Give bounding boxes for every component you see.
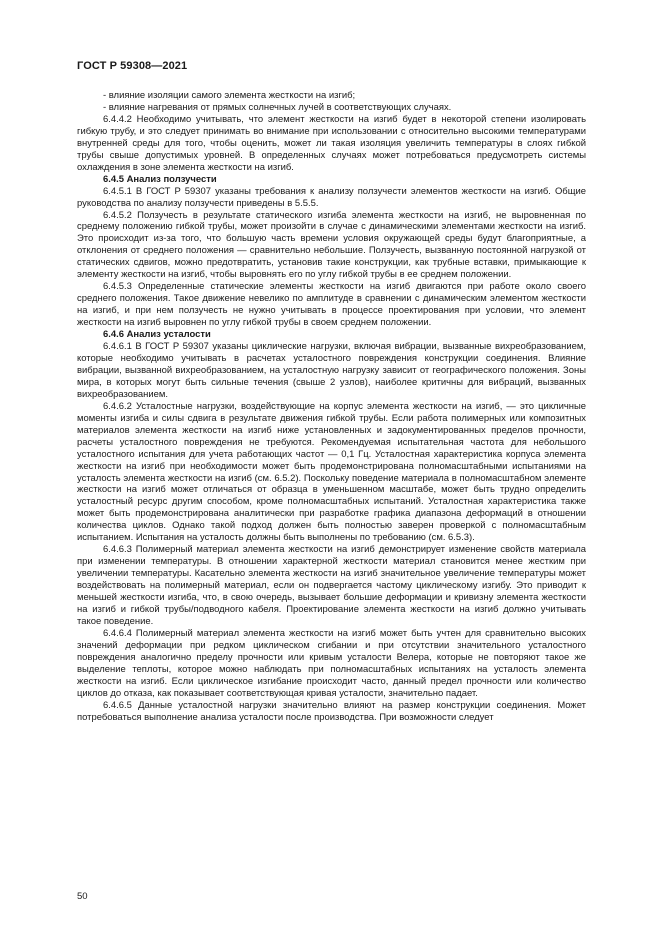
paragraph: 6.4.6.2 Усталостные нагрузки, воздействующие на корпус элемента жесткости на изгиб, — это цикличные моменты изгиба и силы сдвига в результате движения гибкой трубы. Если работа полимерных или композитных материалов элемента жесткости на изгиб ниже установленных и задокументированных пределов прочности, расчеты усталостного повреждения не требуются. Рекомендуемая испытательная частота для небольшого усталостного испытания для учета работающих частот — 0,1 Гц. Усталостная характеристика корпуса элемента жесткости на изгиб при необходимости может быть продемонстрирована полномасштабными испытаниями на усталость элемента жесткости на изгиб (см. 6.5.2). Поскольку поведение материала в полномасштабном элементе жесткости на изгиб может отличаться от образца в уменьшенном масштабе, может быть трудно определить усталостный ресурс другим способом, кроме полномасштабных испытаний. Усталостная характеристика также может быть продемонстрирована аналитически при разработке графика диапазона деформаций в отношении количества циклов. Однако такой подход должен быть полностью заверен проверкой с полномасштабным испытанием. Испытания на усталость должны быть выполнены по требованию (см. 6.5.3). bbox=[77, 400, 586, 544]
document-header: ГОСТ Р 59308—2021 bbox=[77, 60, 188, 72]
page-number: 50 bbox=[77, 891, 88, 902]
paragraph: 6.4.5.1 В ГОСТ Р 59307 указаны требования к анализу ползучести элементов жесткости на изгиб. Общие руководства по анализу ползучести приведены в 5.5.5. bbox=[77, 185, 586, 209]
paragraph: 6.4.5.3 Определенные статические элементы жесткости на изгиб двигаются при работе около своего среднего положения. Такое движение невелико по амплитуде в сравнении с динамическим элементом жесткости на изгиб, и при нем ползучесть не нужно учитывать в процессе проектирования при условии, что элемент жесткости на изгиб выровнен по углу гибкой трубы в своем среднем положении. bbox=[77, 281, 586, 329]
document-body bbox=[77, 90, 586, 724]
list-item: - влияние изоляции самого элемента жесткости на изгиб; bbox=[103, 90, 356, 101]
section-heading: 6.4.6 Анализ усталости bbox=[103, 329, 211, 341]
paragraph: 6.4.6.3 Полимерный материал элемента жесткости на изгиб демонстрирует изменение свойств материала при изменении температуры. В отношении характерной жесткости материал становится менее жестким при увеличении температуры. Касательно элемента жесткости на изгиб значительное увеличение температуры может воздействовать на полимерный материал, если он подвергается частому циклическому изгибу. Это приводит к меньшей жесткости изгиба, что, в свою очередь, вызывает большие деформации и кривизну элемента жесткости на изгиб и гибкой трубы/подводного кабеля. Проектирование элемента жесткости на изгиб должно учитывать такое поведение. bbox=[77, 544, 586, 627]
list-item: - влияние нагревания от прямых солнечных лучей в соответствующих случаях. bbox=[103, 101, 452, 113]
paragraph: 6.4.6.1 В ГОСТ Р 59307 указаны циклические нагрузки, включая вибрации, вызванные вихреобразованием, которые необходимо учитывать в расчетах усталостного повреждения конструкции соединения. Влияние вибрации, вызванной вихреобразованием, на усталостную нагрузку зависит от географического положения. Зоны мира, в которых могут быть сильные течения (свыше 2 узлов), наиболее критичны для вибраций, вызванных вихреобразованием. bbox=[77, 341, 586, 400]
paragraph: 6.4.4.2 Необходимо учитывать, что элемент жесткости на изгиб будет в некоторой степени изолировать гибкую трубу, и это следует принимать во внимание при использовании с относительно высокими температурами внутренней среды для того, чтобы оценить, может ли такая изоляция увеличить температуры в слоях гибкой трубы свыше допустимых уровней. В определенных случаях может потребоваться предусмотреть системы охлаждения в зоне элемента жесткости на изгиб. bbox=[77, 113, 586, 173]
section-heading: 6.4.5 Анализ ползучести bbox=[103, 173, 217, 185]
paragraph: 6.4.6.5 Данные усталостной нагрузки значительно влияют на размер конструкции соединения. Может потребоваться выполнение анализа усталости после производства. При возможности следует bbox=[77, 699, 586, 723]
paragraph: 6.4.5.2 Ползучесть в результате статического изгиба элемента жесткости на изгиб, не выровненная по среднему положению гибкой трубы, может произойти в случае с динамическими элементами жесткости на изгиб. Это происходит из-за того, что большую часть времени условия окружающей среды будут благоприятные, а отклонения от среднего положения — сравнительно небольшие. Ползучесть, вызванную постоянной нагрузкой от статических сдвигов, можно предотвратить, установив такие конструкции, как трубные вставки, примыкающие к элементу жесткости на изгиб, чтобы выровнять его по углу гибкой трубы в ее среднем положении. bbox=[77, 209, 586, 281]
paragraph: 6.4.6.4 Полимерный материал элемента жесткости на изгиб может быть учтен для сравнительно высоких значений деформации при редком циклическом сгибании и при отсутствии значительного усталостного повреждения аналогично пределу прочности или кривым усталости Велера, которые не повторяют такое же выделение теплоты, которое можно наблюдать при полномасштабных испытаниях на усталость элемента жесткости на изгиб. Если циклическое изгибание происходит часто, данный предел прочности или количество циклов до отказа, как показывает соответствующая кривая усталости, значительно падает. bbox=[77, 627, 586, 699]
